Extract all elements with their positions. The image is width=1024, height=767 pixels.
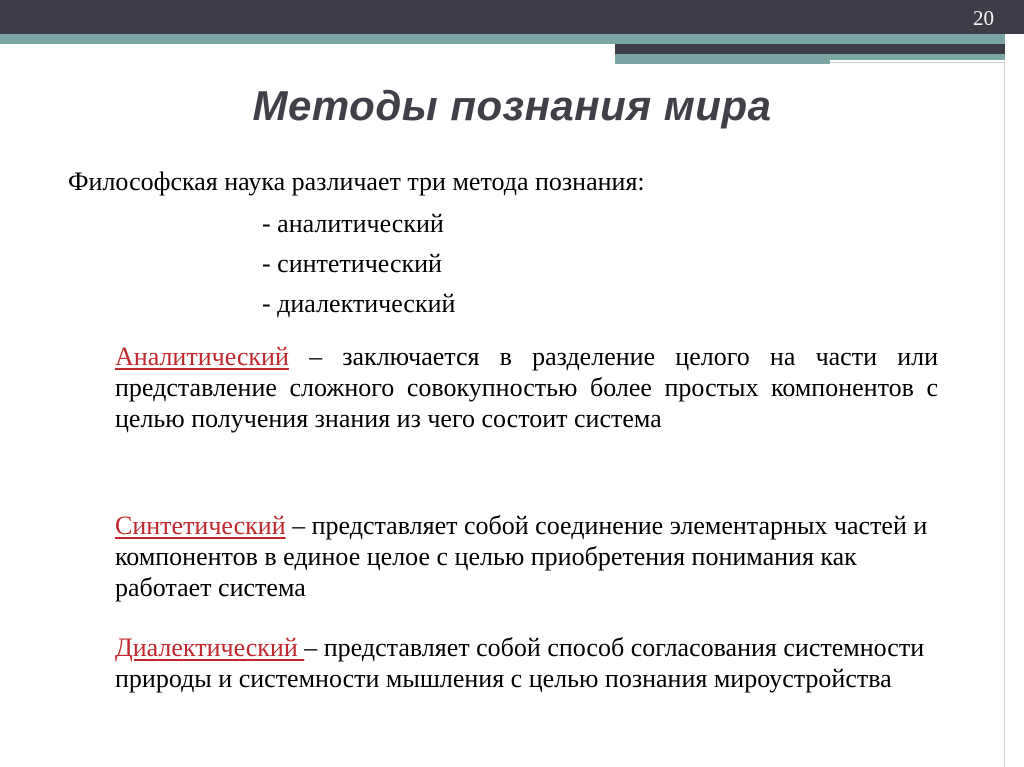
definition-analytic <box>115 341 938 434</box>
slide-frame-line-horizontal <box>830 62 1005 63</box>
slide-frame-right <box>1005 34 1024 767</box>
definition-text: – представляет собой способ согласования системности природы и системности мышления с целью познания мироустройства <box>115 633 925 693</box>
definition-dialectic <box>115 632 938 694</box>
header-bar <box>0 0 1024 34</box>
header-accent-step-teal-thin <box>830 54 1005 60</box>
intro-text: Философская наука различает три метода познания: <box>68 167 645 196</box>
header-accent-step-teal <box>615 54 830 64</box>
header-accent-band <box>0 34 1024 44</box>
methods-list <box>262 204 455 324</box>
definition-text: – представляет собой соединение элементарных частей и компонентов в единое целое с целью приобретения понимания как работает система <box>115 511 928 602</box>
definition-synthetic <box>115 510 938 603</box>
method-item: - диалектический <box>262 289 456 318</box>
method-item: - аналитический <box>262 209 444 238</box>
slide-frame-line-vertical <box>1004 62 1005 767</box>
slide-number: 20 <box>973 6 994 30</box>
definition-term: Аналитический <box>115 342 289 371</box>
header-accent-step-dark <box>615 44 1005 54</box>
definition-term: Синтетический <box>115 511 286 540</box>
definition-term: Диалектический <box>115 633 305 662</box>
definition-text: – заключается в разделение целого на части или представление сложного совокупностью более простых компонентов с целью получения знания из чего состоит система <box>115 342 938 433</box>
method-item: - синтетический <box>262 249 442 278</box>
slide-title: Методы познания мира <box>252 82 772 129</box>
